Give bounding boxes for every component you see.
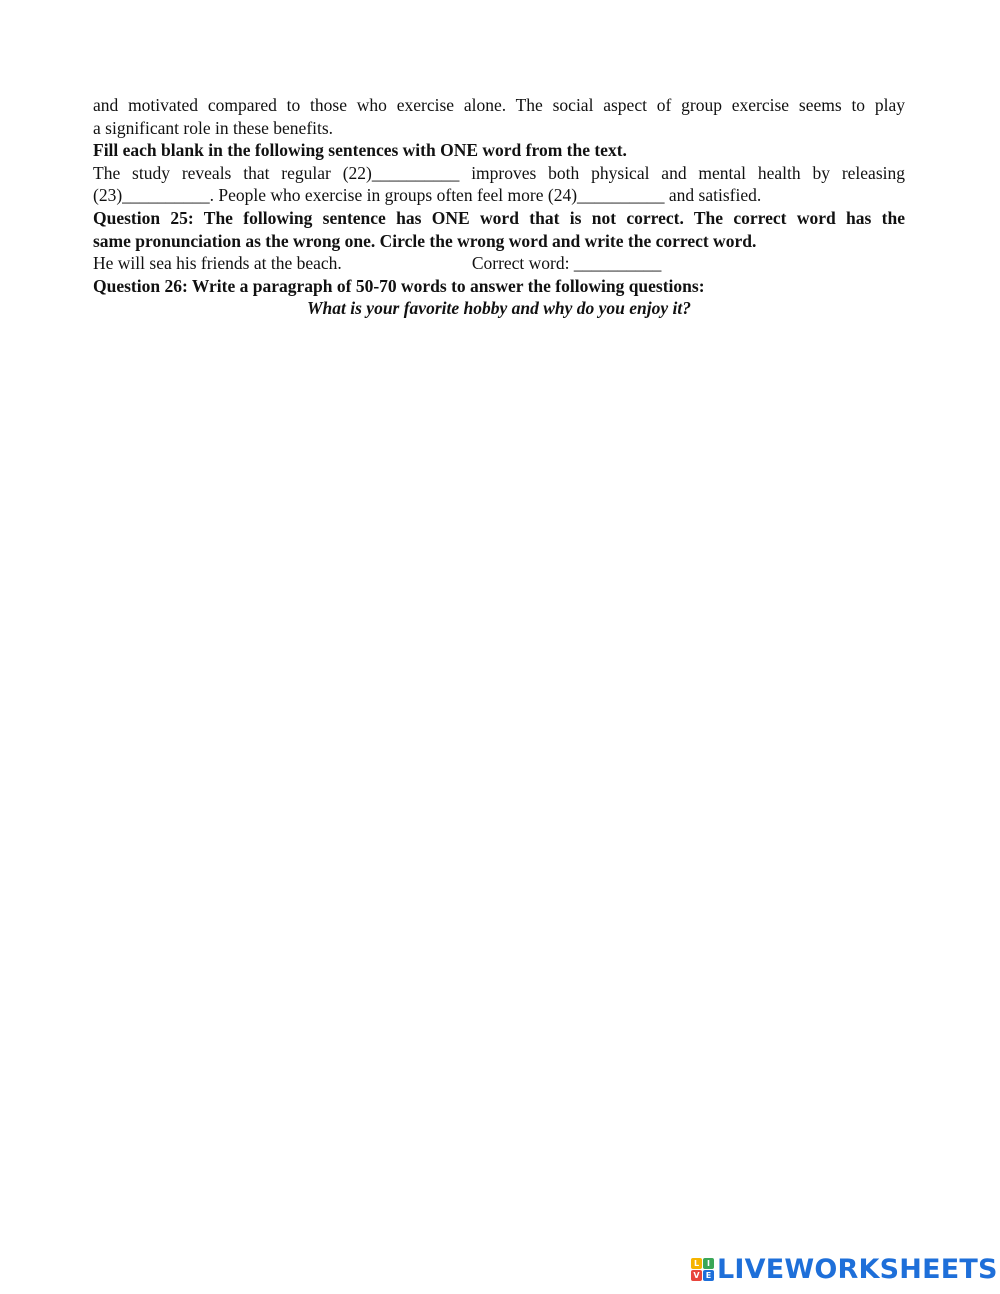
- logo-mark-letter: V: [691, 1270, 702, 1281]
- logo-mark-letter: E: [703, 1270, 714, 1281]
- fill-blank-instruction: Fill each blank in the following sentences with ONE word from the text.: [93, 140, 627, 161]
- passage-line: and motivated compared to those who exercise alone. The social aspect of group exercise seems to play: [93, 95, 905, 115]
- logo-mark-letter: I: [703, 1258, 714, 1269]
- question-26-prompt: What is your favorite hobby and why do you enjoy it?: [306, 298, 692, 319]
- question-25-sentence[interactable]: He will sea his friends at the beach.: [93, 253, 342, 274]
- fill-blank-sentence: The study reveals that regular (22)__________ improves both physical and mental health by releasing: [93, 162, 905, 183]
- logo-mark-letter: L: [691, 1258, 702, 1269]
- worksheet-text: [93, 94, 913, 320]
- liveworksheets-logo: [691, 1254, 998, 1284]
- question-26-instruction: Question 26: Write a paragraph of 50-70 words to answer the following questions:: [93, 275, 705, 296]
- liveworksheets-logo-icon: [691, 1258, 714, 1281]
- question-25-instruction: Question 25: The following sentence has ONE word that is not correct. The correct word has the: [93, 207, 905, 228]
- question-25-row: [93, 252, 913, 275]
- fill-blank-sentence: (23)__________. People who exercise in groups often feel more (24)__________ and satisfied.: [93, 185, 762, 206]
- passage-line: a significant role in these benefits.: [93, 117, 334, 138]
- question-25-answer[interactable]: Correct word: __________: [471, 253, 662, 274]
- question-25-instruction: same pronunciation as the wrong one. Circle the wrong word and write the correct word.: [93, 230, 757, 251]
- liveworksheets-logo-text: LIVEWORKSHEETS: [717, 1253, 998, 1285]
